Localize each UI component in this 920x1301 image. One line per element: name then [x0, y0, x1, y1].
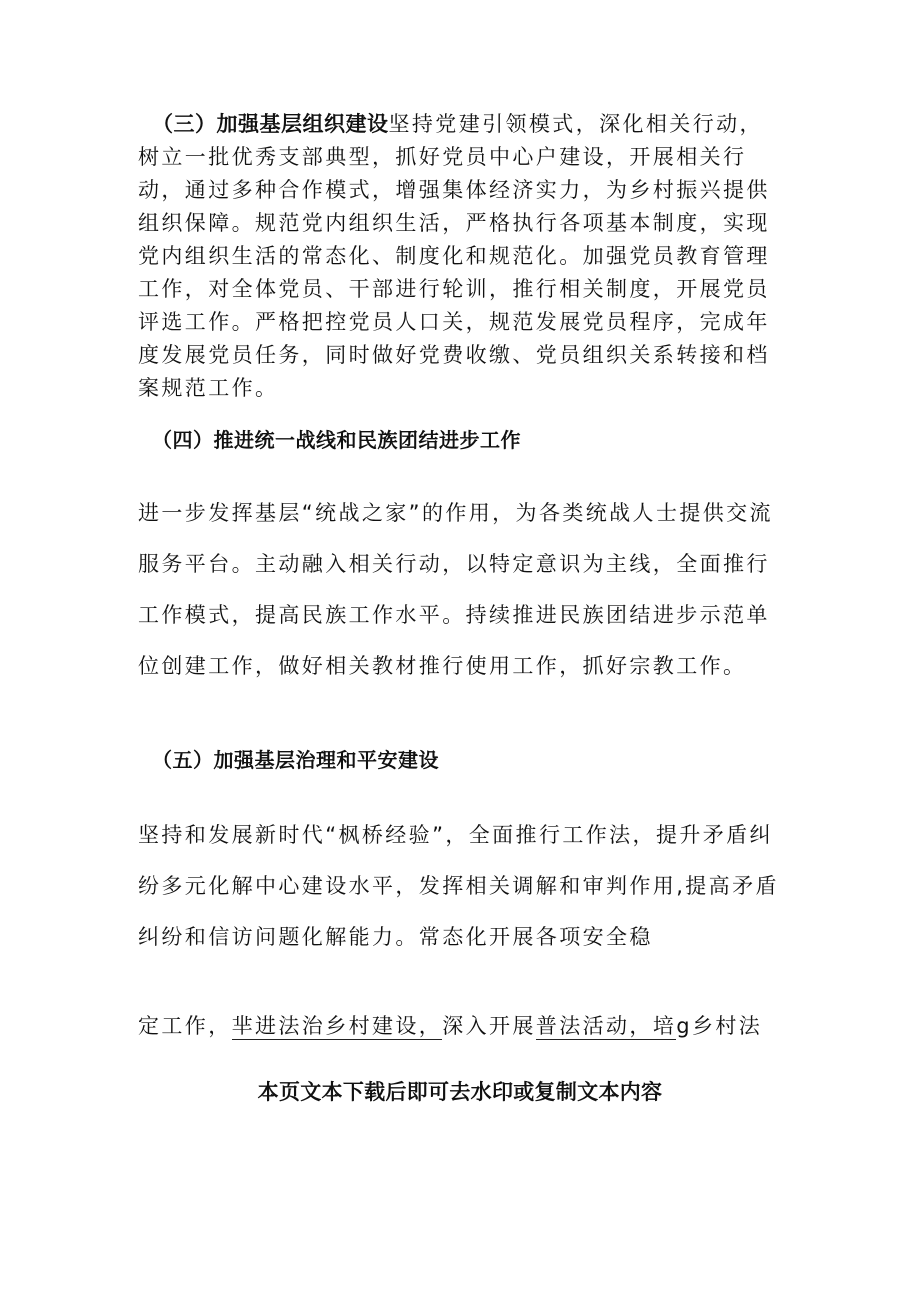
section-5-body: 坚持和发展新时代“枫桥经验”，全面推行工作法，提升矛盾纠纷多元化解中心建设水平，发挥相关调解和审判作用,提高矛盾纠纷和信访问题化解能力。常态化开展各项安全稳 — [138, 823, 779, 949]
last-line-part-1: 定工作， — [138, 1014, 232, 1038]
section-4-heading: （四）推进统一战线和民族团结进步工作 — [152, 428, 521, 452]
section-4-body: 进一步发挥基层“统战之家”的作用，为各类统战人士提供交流服务平台。主动融入相关行动，以特定意识为主线，全面推行工作模式，提高民族工作水平。持续推进民族团结进步示范单位创建工作，做好相关教材推行使用工作，抓好宗教工作。 — [138, 501, 773, 678]
last-line-part-2: 芈进法治乡村建设， — [231, 1014, 443, 1038]
download-watermark-notice: 本页文本下载后即可去水印或复制文本内容 — [257, 1080, 663, 1104]
section-3-body: 坚持党建引领模式，深化相关行动，树立一批优秀支部典型，抓好党员中心户建设，开展相关行动，通过多种合作模式，增强集体经济实力，为乡村振兴提供组织保障。规范党内组织生活，严格执行各项基本制度，实现党内组织生活的常态化、制度化和规范化。加强党员教育管理工作，对全体党员、干部进行轮训，推行相关制度，开展党员评选工作。严格把控党员人口关，规范发展党员程序，完成年度发展党员任务，同时做好党费收缴、党员组织关系转接和档案规范工作。 — [138, 112, 770, 400]
section-5-heading: （五）加强基层治理和平安建设 — [152, 748, 439, 772]
last-line-part-3: 深入开展 — [442, 1014, 536, 1038]
last-line-part-5: g乡村法 — [676, 1014, 763, 1038]
section-5-last-line — [138, 1010, 762, 1040]
section-3-heading: （三）加强基层组织建设 — [152, 112, 389, 136]
section-3-paragraph — [138, 108, 786, 405]
last-line-part-4: 普法活动，培 — [535, 1014, 677, 1038]
